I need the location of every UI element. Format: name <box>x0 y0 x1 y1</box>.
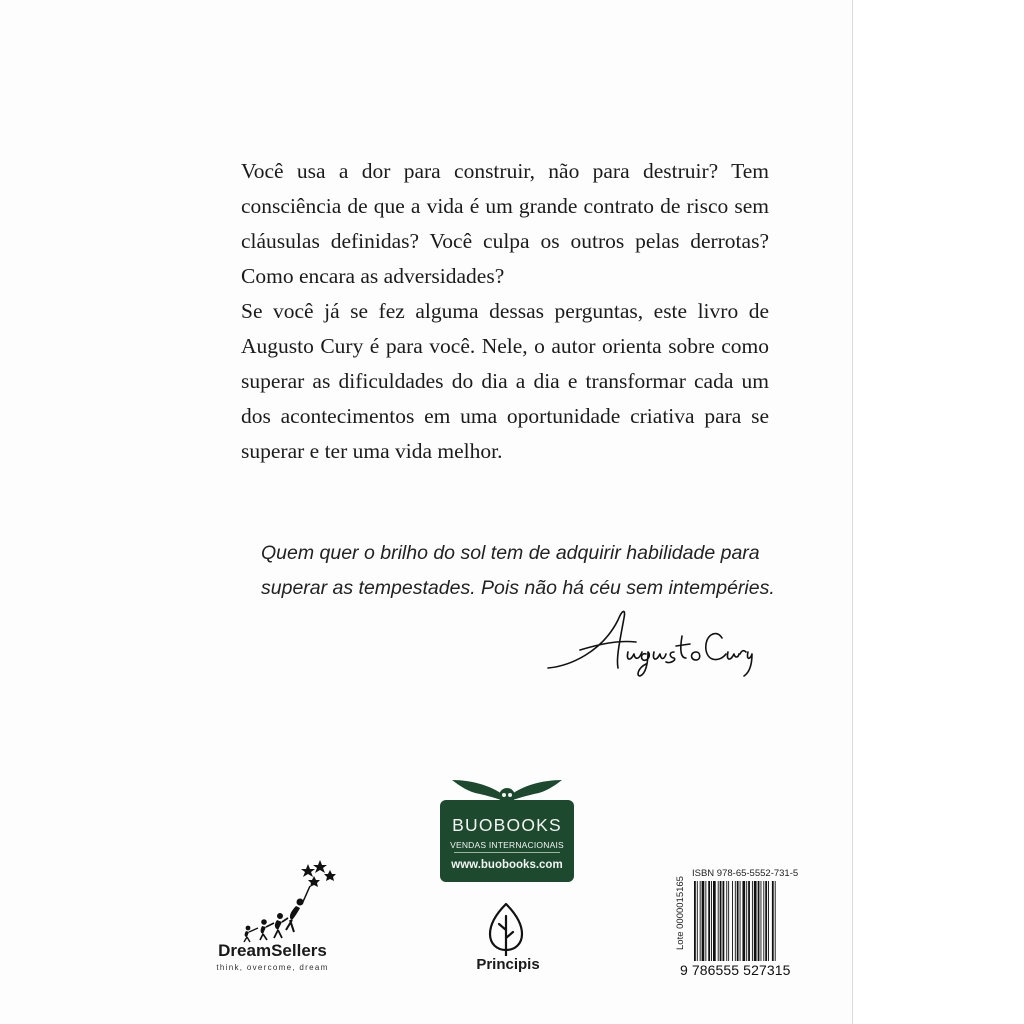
author-signature <box>540 600 755 680</box>
quote-line-2: superar as tempestades. Pois não há céu sem intempéries. <box>261 577 775 599</box>
buobooks-subtitle: VENDAS INTERNACIONAIS <box>450 840 564 850</box>
buobooks-brand: BUOBOOKS <box>452 815 562 835</box>
dreamsellers-logo <box>205 860 340 975</box>
barcode-bar <box>728 881 729 961</box>
isbn-barcode <box>672 868 807 983</box>
barcode-bar <box>746 881 747 961</box>
quote-line-1: Quem quer o brilho do sol tem de adquirir habilidade para <box>261 542 760 564</box>
barcode-bar <box>720 881 722 961</box>
buobooks-url: www.buobooks.com <box>451 859 563 871</box>
author-quote <box>261 536 775 606</box>
buobooks-divider <box>454 852 560 853</box>
barcode-bar <box>758 881 760 961</box>
dreamsellers-tagline: think, overcome, dream <box>216 963 329 972</box>
barcode-bar <box>737 881 739 961</box>
barcode-bar <box>702 881 705 961</box>
dreamsellers-name: DreamSellers <box>218 941 327 960</box>
barcode-bar <box>694 881 696 961</box>
barcode-bar <box>700 881 701 961</box>
buobooks-logo <box>440 776 574 882</box>
barcode-bar <box>735 881 736 961</box>
barcode-bar <box>740 881 741 961</box>
barcode-bar <box>723 881 725 961</box>
principis-name: Principis <box>476 956 540 973</box>
barcode-bar <box>772 881 774 961</box>
isbn-number: ISBN 978-65-5552-731-5 <box>692 868 799 879</box>
barcode-bar <box>748 881 750 961</box>
barcode-bar <box>775 881 776 961</box>
barcode-bar <box>752 881 753 961</box>
buobooks-badge <box>440 800 574 882</box>
barcode-bar <box>754 881 757 961</box>
lote-number: Lote 0000015165 <box>675 876 686 950</box>
barcode-bar <box>697 881 698 961</box>
leaf-icon <box>486 902 526 956</box>
barcode-bar <box>768 881 769 961</box>
barcode-bars <box>693 881 805 966</box>
synopsis <box>241 154 769 469</box>
barcode-bar <box>726 881 727 961</box>
barcode-bar <box>763 881 764 961</box>
dreamsellers-figures-icon <box>230 860 340 945</box>
barcode-bar <box>708 881 710 961</box>
barcode-bar <box>742 881 745 961</box>
barcode-bar <box>732 881 733 961</box>
barcode-bar <box>765 881 767 961</box>
barcode-bar <box>718 881 719 961</box>
barcode-bar <box>713 881 716 961</box>
barcode-bar <box>705 881 706 961</box>
barcode-digits: 9 786555 527315 <box>680 962 791 978</box>
barcode-bar <box>711 881 712 961</box>
barcode-bar <box>761 881 762 961</box>
synopsis-paragraph-2: Se você já se fez alguma dessas perguntas, este livro de Augusto Cury é para você. Nele, o autor orienta sobre como superar as dificuldades do dia a dia e transformar cada um dos acontecimentos em uma oportunidade criativa para se superar e ter uma vida melhor. <box>241 299 769 463</box>
synopsis-paragraph-1: Você usa a dor para construir, não para destruir? Tem consciência de que a vida é um grande contrato de risco sem cláusulas definidas? Você culpa os outros pelas derrotas? Como encara as adversidades? <box>241 159 769 288</box>
principis-logo <box>468 902 548 977</box>
